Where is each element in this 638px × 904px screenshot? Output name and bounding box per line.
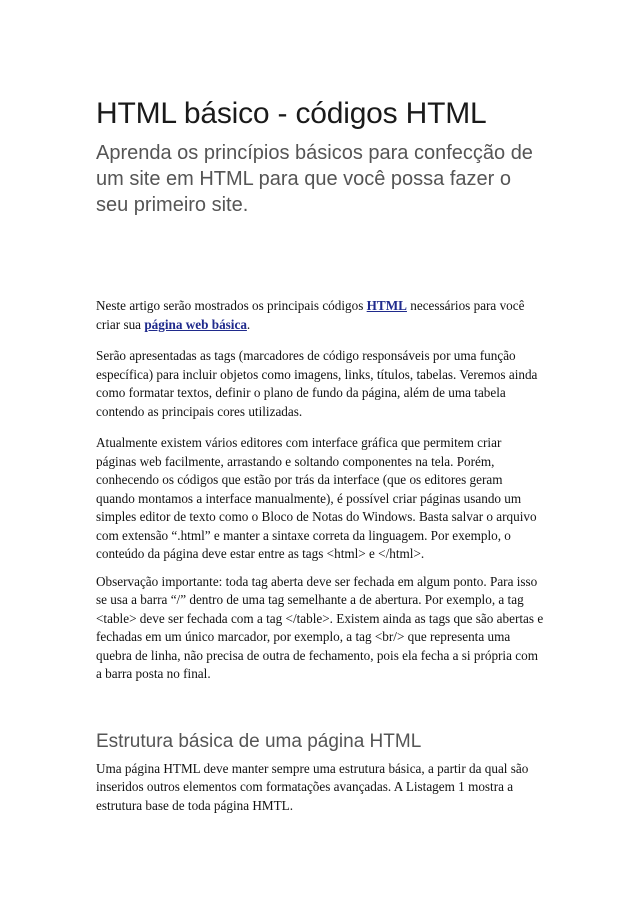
- basic-structure-paragraph: Uma página HTML deve manter sempre uma estrutura básica, a partir da qual são inseridos outros elementos com formatações avançadas. A Listagem 1 mostra a estrutura base de toda página HMTL.: [96, 760, 529, 813]
- intro-paragraph: [96, 297, 544, 334]
- intro-text-end: .: [246, 316, 251, 332]
- page-title: HTML básico - códigos HTML: [96, 97, 487, 130]
- document-content: [96, 96, 544, 815]
- html-link[interactable]: HTML: [366, 298, 407, 313]
- intro-text-start: Neste artigo serão mostrados os principais códigos: [96, 298, 367, 313]
- intro-text-middle: necessários para você criar sua: [96, 298, 525, 332]
- basic-webpage-link[interactable]: página web básica: [144, 316, 247, 332]
- editors-paragraph: Atualmente existem vários editores com interface gráfica que permitem criar páginas web facilmente, arrastando e soltando componentes na tela. Porém, conhecendo os códigos que estão por trás da interface (que os editores geram quando montamos a interface manualmente), é possível criar páginas usando um simples editor de texto como o Bloco de Notas do Windows. Basta salvar o arquivo com extensão “.html” e manter a sintaxe correta da linguagem. Por exemplo, o conteúdo da página deve estar entre as tags <html> e </html>.: [96, 435, 537, 561]
- important-note-paragraph: Observação importante: toda tag aberta deve ser fechada em algum ponto. Para isso se usa a barra “/” dentro de uma tag semelhante a de abertura. Por exemplo, a tag <table> deve ser fechada com a tag </table>. Existem ainda as tags que são abertas e fechadas em um único marcador, por exemplo, a tag <br/> que representa uma quebra de linha, não precisa de outra de fechamento, pois ela fecha a si própria com a barra posta no final.: [96, 573, 544, 681]
- page-subtitle: Aprenda os princípios básicos para confecção de um site em HTML para que você possa fazer o seu primeiro site.: [96, 142, 533, 216]
- tags-overview-paragraph: Serão apresentadas as tags (marcadores de código responsáveis por uma função específica) para incluir objetos como imagens, links, títulos, tabelas. Veremos ainda como formatar textos, definir o plano de fundo da página, além de uma tabela contendo as principais cores utilizadas.: [96, 348, 538, 419]
- section-heading-basic-structure: Estrutura básica de uma página HTML: [96, 730, 422, 752]
